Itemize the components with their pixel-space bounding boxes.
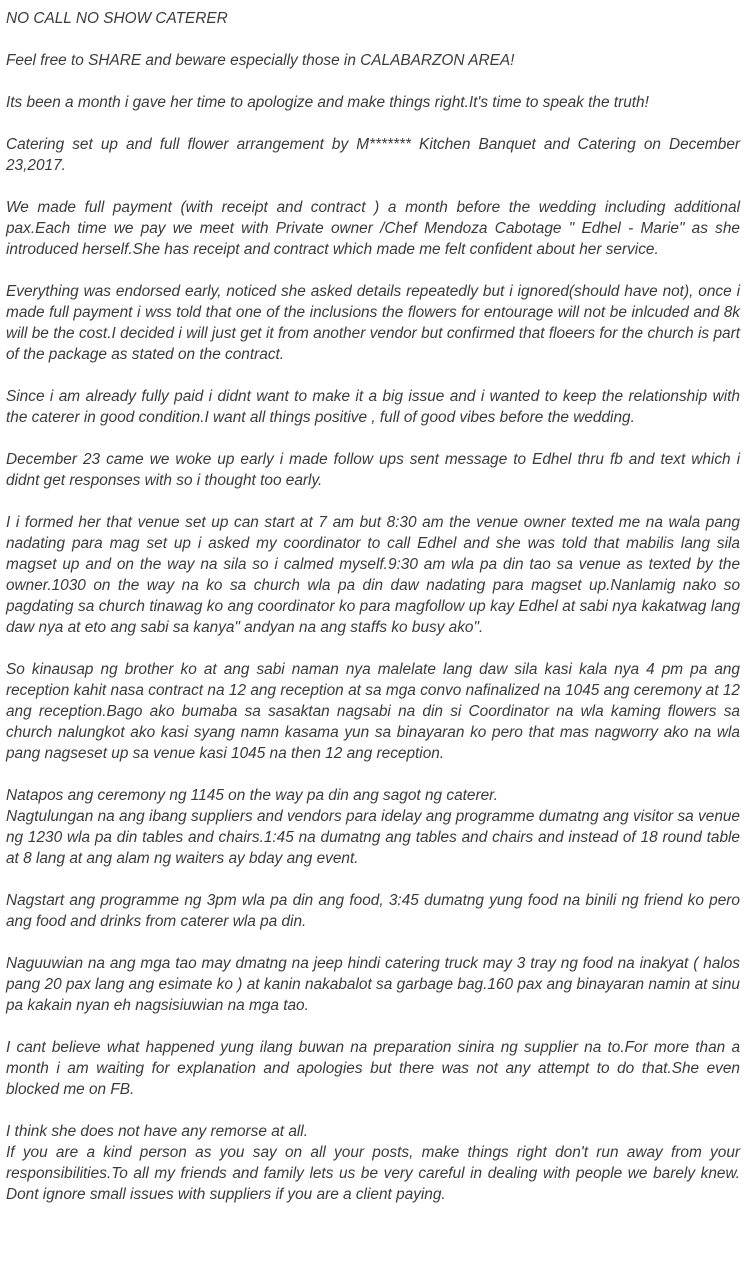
paragraph-line: Everything was endorsed early, noticed she asked details repeatedly but i ignored(should have not), once i made full payment i wss told that one of the inclusions the flowers for entourage will not be inlcuded and 8k will be the cost.I decided i will just get it from another vendor but confirmed that floeers for the church is part of the package as stated on the contract. (6, 283, 740, 363)
post-paragraph (6, 197, 740, 260)
paragraph-line: I think she does not have any remorse at all. (6, 1123, 308, 1140)
paragraph-line: Natapos ang ceremony ng 1145 on the way pa din ang sagot ng caterer. (6, 787, 498, 804)
post-paragraph (6, 1121, 740, 1205)
paragraph-line: So kinausap ng brother ko at ang sabi naman nya malelate lang daw sila kasi kala nya 4 pm pa ang reception kahit nasa contract na 12 ang reception at sa mga convo nafinalized na 1045 ang ceremony at 12 ang reception.Bago ako bumaba sa sasaktan nagsabi na din si Coordinator na wla kaming flowers sa church nalungkot ako kasi syang namn kasama yun sa binayaran ko pero that mas nagworry ako na wla pang nagseset up sa venue kasi 1045 na then 12 ang reception. (6, 661, 740, 762)
post-paragraph (6, 449, 740, 491)
post-paragraph (6, 50, 740, 71)
post-paragraph (6, 134, 740, 176)
post-body (6, 50, 740, 1205)
post-title: NO CALL NO SHOW CATERER (6, 10, 228, 27)
post-paragraph (6, 659, 740, 764)
post-paragraph (6, 512, 740, 638)
paragraph-line: I i formed her that venue set up can start at 7 am but 8:30 am the venue owner texted me na wala pang nadating para mag set up i asked my coordinator to call Edhel and she was told that mabilis lang sila magset up and on the way na sila so i calmed myself.9:30 am wla pa din tao sa venue as texted by the owner.1030 on the way na ko sa church wla pa din daw nadating para magset up.Nanlamig nako so pagdating sa church tinawag ko ang coordinator ko para magfollow up kay Edhel at sabi nya kakatwag lang daw nya at eto ang sabi sa kanya" andyan na ang staffs ko busy ako". (6, 514, 740, 636)
paragraph-line: December 23 came we woke up early i made follow ups sent message to Edhel thru fb and text which i didnt get responses with so i thought too early. (6, 451, 740, 489)
paragraph-line: Feel free to SHARE and beware especially those in CALABARZON AREA! (6, 52, 515, 69)
paragraph-line: Since i am already fully paid i didnt want to make it a big issue and i wanted to keep the relationship with the caterer in good condition.I want all things positive , full of good vibes before the wedding. (6, 388, 740, 426)
paragraph-line: Catering set up and full flower arrangement by M******* Kitchen Banquet and Catering on December 23,2017. (6, 136, 740, 174)
paragraph-line: Naguuwian na ang mga tao may dmatng na jeep hindi catering truck may 3 tray ng food na inakyat ( halos pang 20 pax lang ang esimate ko ) at kanin nakabalot sa garbage bag.160 pax ang binayaran namin at sinu pa kakain nyan eh nagsisiuwian na mga tao. (6, 955, 740, 1014)
post-paragraph (6, 890, 740, 932)
post-paragraph (6, 785, 740, 869)
paragraph-line: I cant believe what happened yung ilang buwan na preparation sinira ng supplier na to.For more than a month i am waiting for explanation and apologies but there was not any attempt to do that.She even blocked me on FB. (6, 1039, 740, 1098)
paragraph-line: If you are a kind person as you say on all your posts, make things right don't run away from your responsibilities.To all my friends and family lets us be very careful in dealing with people we barely knew. Dont ignore small issues with suppliers if you are a client paying. (6, 1144, 740, 1203)
post-paragraph (6, 1037, 740, 1100)
paragraph-line: Its been a month i gave her time to apologize and make things right.It's time to speak the truth! (6, 94, 649, 111)
paragraph-line: Nagtulungan na ang ibang suppliers and vendors para idelay ang programme dumatng ang visitor sa venue ng 1230 wla pa din tables and chairs.1:45 na dumatng ang tables and chairs and instead of 18 round table at 8 lang at ang alam ng waiters ay bday ang event. (6, 808, 740, 867)
paragraph-line: Nagstart ang programme ng 3pm wla pa din ang food, 3:45 dumatng yung food na binili ng friend ko pero ang food and drinks from caterer wla pa din. (6, 892, 740, 930)
post-paragraph (6, 281, 740, 365)
post-paragraph (6, 953, 740, 1016)
post-paragraph (6, 386, 740, 428)
paragraph-line: We made full payment (with receipt and contract ) a month before the wedding including additional pax.Each time we pay we meet with Private owner /Chef Mendoza Cabotage " Edhel - Marie" as she introduced herself.She has receipt and contract which made me felt confident about her service. (6, 199, 740, 258)
post-paragraph (6, 92, 740, 113)
